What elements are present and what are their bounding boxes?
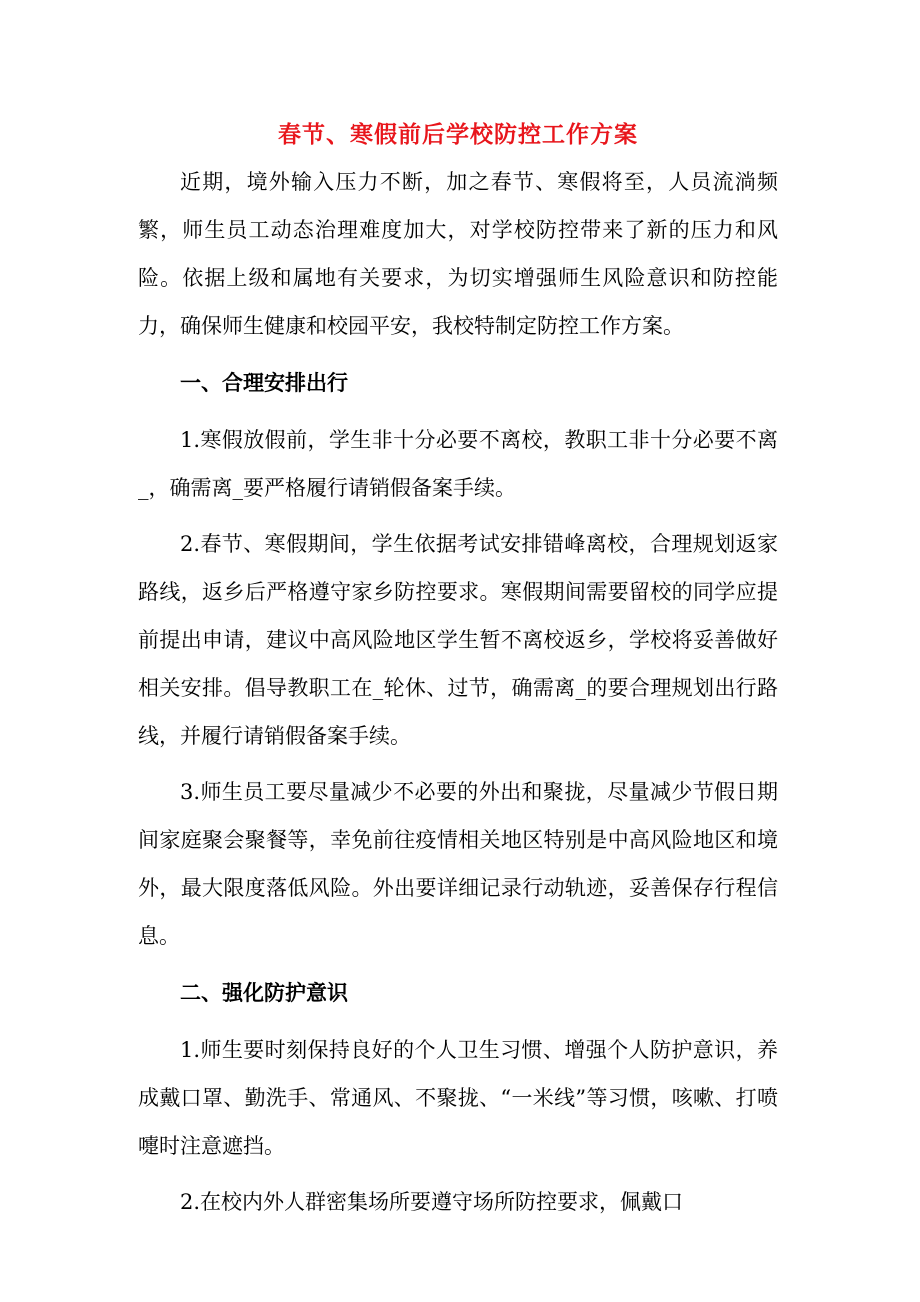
section2-item-2: 2.在校内外人群密集场所要遵守场所防控要求，佩戴口 [180,1190,684,1214]
document-title: 春节、寒假前后学校防控工作方案 [278,122,638,148]
document-page [138,112,778,1226]
section-heading-1: 一、合理安排出行 [180,371,348,395]
intro-paragraph: 近期，境外输入压力不断，加之春节、寒假将至，人员流淌频繁，师生员工动态治理难度加大，对学校防控带来了新的压力和风险。依据上级和属地有关要求，为切实增强师生风险意识和防控能力，确保师生健康和校园平安，我校特制定防控工作方案。 [138,170,778,338]
section1-item-1: 1.寒假放假前，学生非十分必要不离校，教职工非十分必要不离_，确需离_要严格履行请销假备案手续。 [138,428,778,500]
section1-item-2: 2.春节、寒假期间，学生依据考试安排错峰离校，合理规划返家路线，返乡后严格遵守家乡防控要求。寒假期间需要留校的同学应提前提出申请，建议中高风险地区学生暂不离校返乡，学校将妥善做好相关安排。倡导教职工在_轮休、过节，确需离_的要合理规划出行路线，并履行请销假备案手续。 [138,532,778,748]
section1-item-3: 3.师生员工要尽量减少不必要的外出和聚拢，尽量减少节假日期间家庭聚会聚餐等，幸免前往疫情相关地区特别是中高风险地区和境外，最大限度落低风险。外出要详细记录行动轨迹，妥善保存行程信息。 [138,780,778,948]
section-heading-2: 二、强化防护意识 [180,981,348,1005]
section2-item-1: 1.师生要时刻保持良好的个人卫生习惯、增强个人防护意识，养成戴口罩、勤洗手、常通风、不聚拢、“一米线”等习惯，咳嗽、打喷嚏时注意遮挡。 [138,1038,778,1158]
